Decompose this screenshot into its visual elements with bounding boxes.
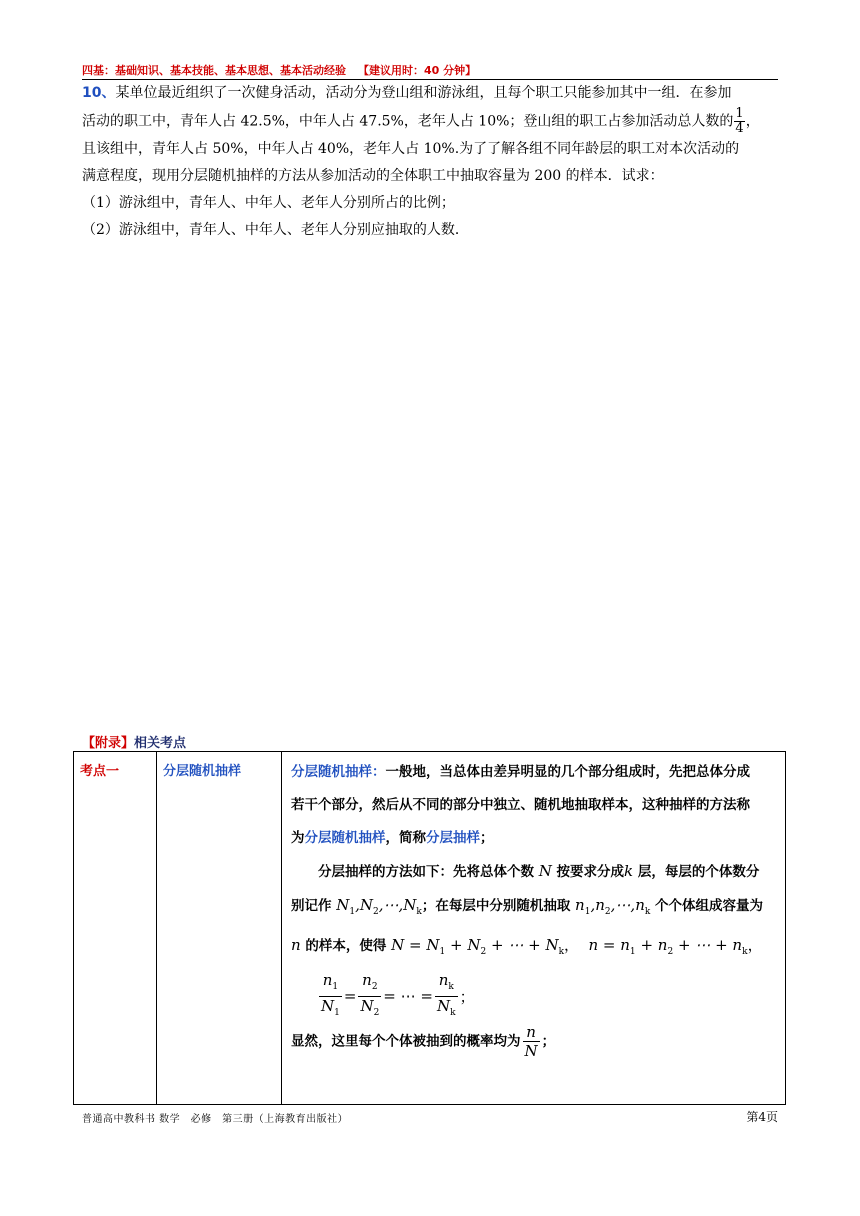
appendix-title-text: 相关考点: [134, 736, 187, 751]
method-text-2a: 别记作: [291, 898, 332, 914]
math-n: n: [291, 936, 301, 954]
method-text-3a: 的样本，使得: [305, 938, 387, 954]
probability-fraction: $\frac{n}{N}$: [524, 1023, 538, 1060]
ratio-equation: $\frac{n_1}{N_1}$ = $\frac{n_2}{N_2}$ = ⋯ = $\frac{n_k}{N_k}$ ；: [291, 969, 777, 1023]
math-N-list: $N_1,N_2,\cdots,N_k$: [336, 896, 422, 917]
fraction-one-quarter: [734, 107, 744, 136]
fraction-denominator: 4: [735, 121, 744, 136]
method-line-3: n 的样本，使得 $N = N_1 + N_2$ + ⋯ + $N_k$， $n = n_1 + n_2$ + ⋯ + $n_k$，: [291, 936, 763, 957]
probability-text: 显然，这里每个个体被抽到的概率均为: [291, 1033, 521, 1050]
question-1: （1）游泳组中，青年人、中年人、老年人分别所占的比例；: [82, 195, 455, 211]
math-k: k: [624, 862, 634, 880]
problem-text-1: 某单位最近组织了一次健身活动，活动分为登山组和游泳组，且每个职工只能参加其中一组．在参加: [115, 85, 732, 101]
ratio-2: $\frac{n_2}{N_2}$: [360, 970, 380, 1018]
footer-page-number: 第4页: [746, 1110, 778, 1124]
definition-term-3: 分层抽样: [426, 830, 480, 846]
definition-text-3a: 为: [291, 830, 305, 846]
problem-10: [82, 80, 782, 244]
appendix-title: [82, 732, 186, 751]
definition-text-3c: ；: [480, 830, 494, 846]
footer-book-title: 普通高中教科书 数学 必修 第三册（上海教育出版社）: [82, 1114, 349, 1125]
header-tip: 【建议用时：40 分钟】: [358, 64, 477, 77]
method-text-1a: 分层抽样的方法如下：先将总体个数: [318, 864, 534, 880]
definition-term-2: 分层随机抽样: [304, 830, 386, 846]
method-text-2c: 个个体组成容量为: [655, 898, 764, 914]
definition-line-3: [291, 822, 777, 855]
ratio-k: $\frac{n_k}{N_k}$: [436, 970, 456, 1018]
appendix-title-bracket: 【附录】: [82, 736, 135, 751]
fraction-numerator: 1: [735, 106, 744, 121]
problem-line-3: 且该组中，青年人占 50%，中年人占 40%，老年人占 10%.为了了解各组不同年龄层的职工对本次活动的: [82, 141, 740, 157]
problem-line-4: 满意程度，现用分层随机抽样的方法从参加活动的全体职工中抽取容量为 200 的样本．试求：: [82, 168, 664, 184]
kp-number-cell: 考点一: [74, 752, 157, 1105]
page-header: [82, 63, 778, 80]
ratio-1: $\frac{n_1}{N_1}$: [321, 970, 340, 1018]
method-text-1b: 按要求分成: [556, 864, 625, 880]
definition-line-1: [291, 756, 777, 789]
problem-text-2: 活动的职工中，青年人占 42.5%，中年人占 47.5%，老年人占 10%；登山组的职工占参加活动总人数的: [82, 113, 734, 130]
probability-end: ；: [541, 1033, 556, 1050]
method-line-2: [291, 889, 777, 929]
math-sum-N: $N = N_1 + N_2$ + ⋯ + $N_k$: [391, 936, 565, 957]
math-n-list: $n_1,n_2,\cdots,n_k$: [575, 896, 651, 917]
header-label: 四基：基础知识、基本技能、基本思想、基本活动经验: [82, 64, 346, 77]
definition-text-1: 一般地，当总体由差异明显的几个部分组成时，先把总体分成: [385, 764, 750, 780]
method-text-2b: ；在每层中分别随机抽取: [421, 898, 571, 914]
kp-content-cell: [282, 752, 786, 1105]
definition-term: 分层随机抽样: [291, 764, 372, 780]
problem-number: 10、: [82, 85, 116, 101]
table-row: [74, 752, 786, 1105]
key-points-table: [73, 751, 786, 1105]
method-line-1: [291, 855, 777, 889]
problem-line-2: [82, 107, 782, 136]
math-sum-n: $n = n_1 + n_2$ + ⋯ + $n_k$: [588, 936, 748, 957]
method-text-1c: 层，每层的个体数分: [637, 864, 760, 880]
problem-text-2-end: ，: [745, 113, 760, 130]
kp-topic-cell: 分层随机抽样: [157, 752, 282, 1105]
definition-line-2: 若干个部分，然后从不同的部分中独立、随机地抽取样本，这种抽样的方法称: [291, 797, 750, 813]
definition-colon: ：: [372, 764, 386, 780]
definition-text-3b: ，简称: [385, 830, 426, 846]
question-2: （2）游泳组中，青年人、中年人、老年人分别应抽取的人数．: [82, 222, 469, 238]
problem-line-1: [82, 80, 782, 107]
math-N: N: [538, 862, 552, 880]
probability-line: [291, 1023, 777, 1060]
